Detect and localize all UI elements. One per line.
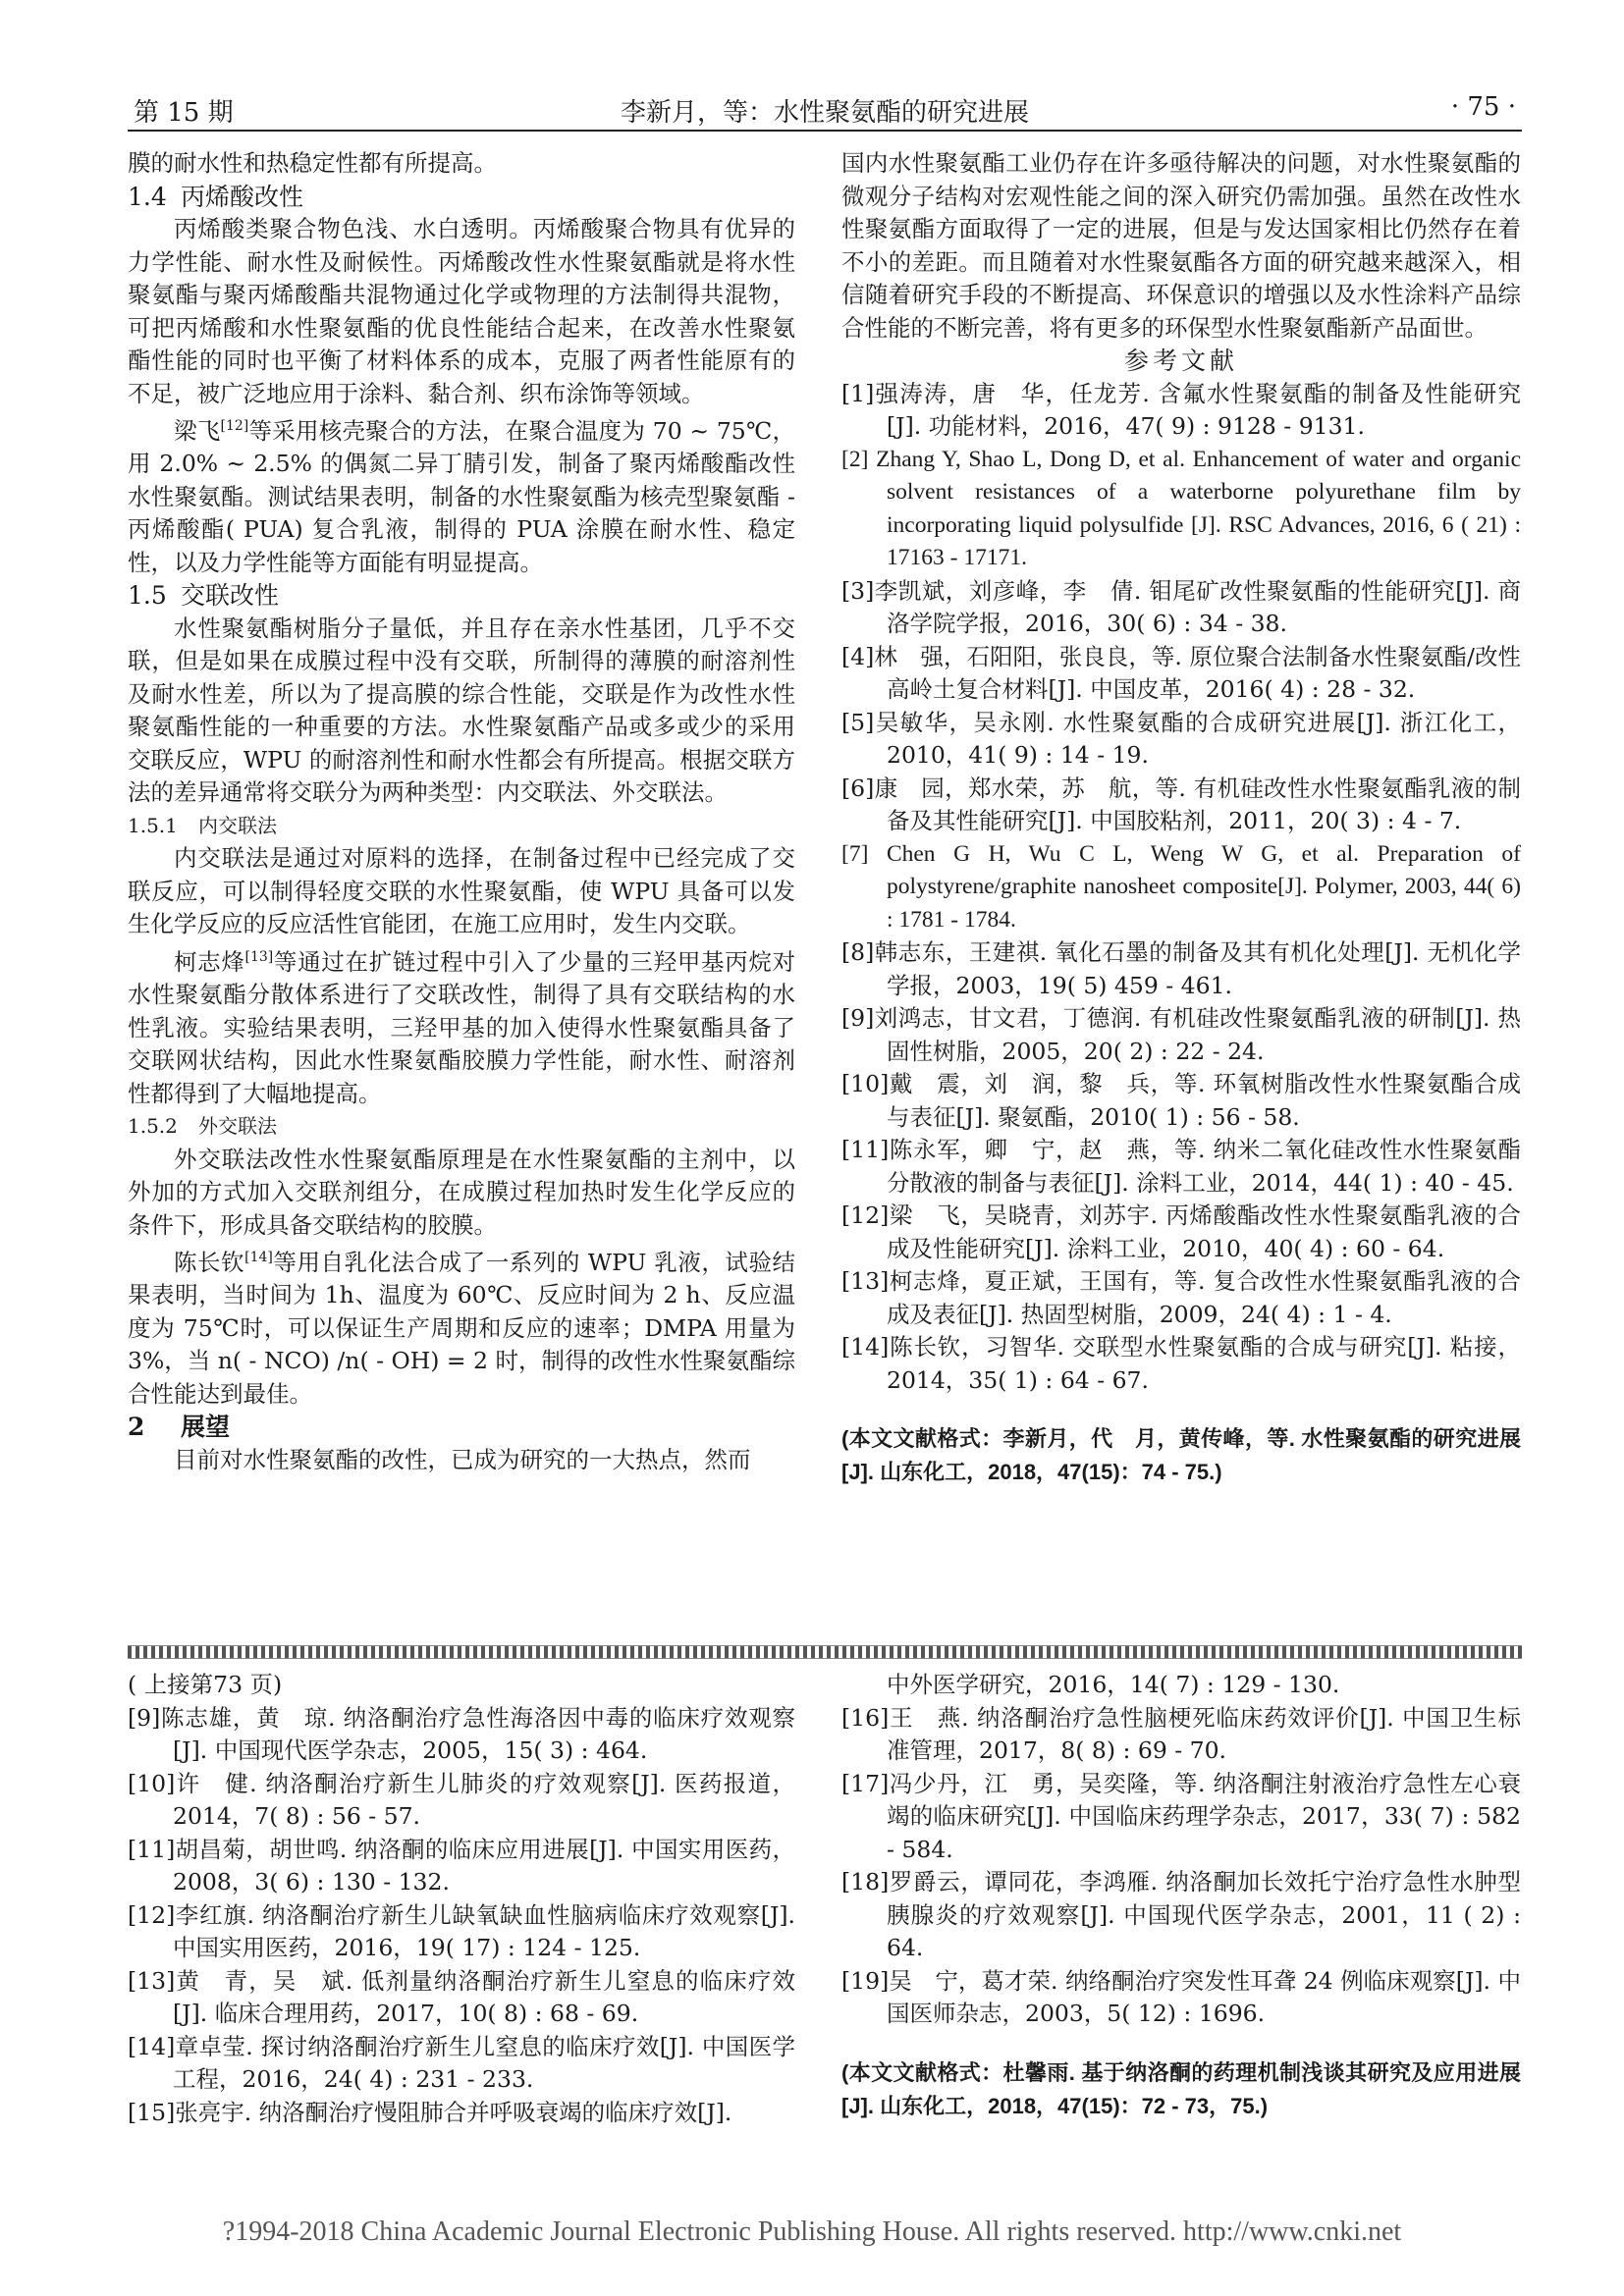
reference-list bbox=[841, 378, 1521, 1398]
reference-continuation: 中外医学研究，2016，14( 7) : 129 - 130. bbox=[887, 1671, 1340, 1698]
reference-item: [17]冯少丹，江 勇，吴奕隆，等. 纳洛酮注射液治疗急性左心衰竭的临床研究[J]. 中国临床药理学杂志，2017，33( 7) : 582 - 584. bbox=[841, 1769, 1521, 1863]
reference-item: [12]梁 飞，吴晓青，刘苏宇. 丙烯酸酯改性水性聚氨酯乳液的合成及性能研究[J]. 涂料工业，2010，40( 4) : 60 - 64. bbox=[841, 1201, 1521, 1262]
paragraph-text: 等用自乳化法合成了一系列的 WPU 乳液，试验结果表明，当时间为 1h、温度为 60℃、反应时间为 2 h、反应温度为 75℃时，可以保证生产周期和反应的速率；DMPA 用量为 3%，当 n( - NCO) /n( - OH) = 2 时，制得的改性水性聚氨酯综合性能达到最佳。 bbox=[128, 1248, 795, 1408]
paragraph bbox=[128, 410, 795, 579]
section-number: 1.5 bbox=[128, 581, 167, 611]
page-number: · 75 · bbox=[1450, 92, 1516, 122]
section-title: 丙烯酸改性 bbox=[181, 182, 304, 211]
paragraph bbox=[128, 941, 795, 1110]
lower-right-column bbox=[841, 1669, 1521, 2123]
reference-item: [7] Chen G H, Wu C L, Weng W G, et al. Preparation of polystyrene/graphite nanosheet composite[J]. Polymer, 2003, 44( 6) : 1781 - 1784. bbox=[841, 840, 1521, 933]
paragraph: 内交联法是通过对原料的选择，在制备过程中已经完成了交联反应，可以制得轻度交联的水性聚氨酯，使 WPU 具备可以发生化学反应的反应活性官能团，在施工应用时，发生内交联。 bbox=[128, 844, 795, 938]
right-column bbox=[841, 147, 1521, 1489]
reference-item: [6]康 园，郑水荣，苏 航，等. 有机硅改性水性聚氨酯乳液的制备及其性能研究[J]. 中国胶粘剂，2011，20( 3) : 4 - 7. bbox=[841, 774, 1521, 834]
reference-item: [15]张亮宇. 纳洛酮治疗慢阻肺合并呼吸衰竭的临床疗效[J]. bbox=[128, 2098, 732, 2126]
lower-left-column bbox=[128, 1669, 795, 2129]
paragraph: 丙烯酸类聚合物色浅、水白透明。丙烯酸聚合物具有优异的力学性能、耐水性及耐候性。丙烯酸改性水性聚氨酯就是将水性聚氨酯与聚丙烯酸酯共混物通过化学或物理的方法制得共混物，可把丙烯酸和水性聚氨酯的优良性能结合起来，在改善水性聚氨酯性能的同时也平衡了材料体系的成本，克服了两者性能原有的不足，被广泛地应用于涂料、黏合剂、织布涂饰等领域。 bbox=[128, 215, 795, 407]
citation-format: (本文文献格式：杜馨雨. 基于纳洛酮的药理机制浅谈其研究及应用进展 [J]. 山东化工，2018，47(15)：72 - 73，75.) bbox=[841, 2059, 1521, 2118]
running-title: 李新月，等：水性聚氨酯的研究进展 bbox=[620, 98, 1029, 128]
left-column bbox=[128, 147, 795, 1476]
issue-number: 第 15 期 bbox=[134, 98, 234, 128]
paragraph: 膜的耐水性和热稳定性都有所提高。 bbox=[128, 149, 497, 177]
paragraph-text: 等通过在扩链过程中引入了少量的三羟甲基丙烷对水性聚氨酯分散体系进行了交联改性，制得了具有交联结构的水性乳液。实验结果表明，三羟甲基的加入使得水性聚氨酯具备了交联网状结构，因此水性聚氨酯胶膜力学性能，耐水性、耐溶剂性都得到了大幅地提高。 bbox=[128, 947, 796, 1107]
reference-item: [5]吴敏华，吴永刚. 水性聚氨酯的合成研究进展[J]. 浙江化工，2010，41( 9) : 14 - 19. bbox=[841, 708, 1521, 769]
subsection-number: 1.5.1 bbox=[128, 813, 178, 837]
reference-item: [19]吴 宁，葛才荣. 纳络酮治疗突发性耳聋 24 例临床观察[J]. 中国医师杂志，2003，5( 12) : 1696. bbox=[841, 1966, 1521, 2027]
reference-item: [4]林 强，石阳阳，张良良，等. 原位聚合法制备水性聚氨酯/改性高岭土复合材料[J]. 中国皮革，2016( 4) : 28 - 32. bbox=[841, 642, 1521, 703]
subsection-title: 内交联法 bbox=[198, 813, 277, 837]
author-name: 梁飞 bbox=[174, 416, 221, 445]
paragraph: 国内水性聚氨酯工业仍存在许多亟待解决的问题，对水性聚氨酯的微观分子结构对宏观性能之间的深入研究仍需加强。虽然在改性水性聚氨酯方面取得了一定的进展，但是与发达国家相比仍然存在着不小的差距。而且随着对水性聚氨酯各方面的研究越来越深入，相信随着研究手段的不断提高、环保意识的增强以及水性涂料产品综合性能的不断完善，将有更多的环保型水性聚氨酯新产品面世。 bbox=[841, 149, 1521, 342]
section-number: 2 bbox=[128, 1413, 145, 1442]
reference-item: [9]陈志雄，黄 琼. 纳洛酮治疗急性海洛因中毒的临床疗效观察[J]. 中国现代医学杂志，2005，15( 3) : 464. bbox=[128, 1703, 795, 1764]
section-heading bbox=[128, 1411, 795, 1444]
author-name: 陈长钦 bbox=[174, 1248, 245, 1276]
reference-item: [13]黄 青，吴 斌. 低剂量纳洛酮治疗新生儿窒息的临床疗效[J]. 临床合理用药，2017，10( 8) : 68 - 69. bbox=[128, 1966, 795, 2027]
citation-format: (本文文献格式：李新月，代 月，黄传峰，等. 水性聚氨酯的研究进展 [J]. 山东化工，2018，47(15)：74 - 75.) bbox=[841, 1426, 1521, 1484]
reference-item: [9]刘鸿志，甘文君，丁德润. 有机硅改性聚氨酯乳液的研制[J]. 热固性树脂，2005，20( 2) : 22 - 24. bbox=[841, 1004, 1521, 1065]
reference-item: [13]柯志烽，夏正斌，王国有，等. 复合改性水性聚氨酯乳液的合成及表征[J]. 热固型树脂，2009，24( 4) : 1 - 4. bbox=[841, 1267, 1521, 1328]
reference-item: [16]王 燕. 纳洛酮治疗急性脑梗死临床药效评价[J]. 中国卫生标准管理，2017，8( 8) : 69 - 70. bbox=[841, 1703, 1521, 1764]
references-title: 参考文献 bbox=[1123, 347, 1238, 375]
citation-marker: [14] bbox=[244, 1250, 273, 1266]
paragraph: 水性聚氨酯树脂分子量低，并且存在亲水性基团，几乎不交联，但是如果在成膜过程中没有交联，所制得的薄膜的耐溶剂性及耐水性差，所以为了提高膜的综合性能，交联是作为改性水性聚氨酯性能的一种重要的方法。水性聚氨酯产品或多或少的采用交联反应，WPU 的耐溶剂性和耐水性都会有所提高。根据交联方法的差异通常将交联分为两种类型：内交联法、外交联法。 bbox=[128, 614, 795, 807]
subsection-number: 1.5.2 bbox=[128, 1114, 178, 1139]
subsection-heading bbox=[128, 810, 795, 843]
reference-item: [18]罗爵云，谭同花，李鸿雁. 纳洛酮加长效托宁治疗急性水肿型胰腺炎的疗效观察[J]. 中国现代医学杂志，2001，11 ( 2) : 64. bbox=[841, 1868, 1521, 1961]
reference-item: [10]戴 震，刘 润，黎 兵，等. 环氧树脂改性水性聚氨酯合成与表征[J]. 聚氨酯，2010( 1) : 56 - 58. bbox=[841, 1070, 1521, 1131]
reference-item: [14]陈长钦，习智华. 交联型水性聚氨酯的合成与研究[J]. 粘接，2014，35( 1) : 64 - 67. bbox=[841, 1333, 1521, 1394]
section-number: 1.4 bbox=[128, 182, 167, 211]
reference-item: [11]胡昌菊，胡世鸣. 纳洛酮的临床应用进展[J]. 中国实用医药，2008，3( 6) : 130 - 132. bbox=[128, 1835, 795, 1896]
reference-item: [11]陈永军，卿 宁，赵 燕，等. 纳米二氧化硅改性水性聚氨酯分散液的制备与表征[J]. 涂料工业，2014，44( 1) : 40 - 45. bbox=[841, 1136, 1521, 1197]
copyright-footer: ?1994-2018 China Academic Journal Electronic Publishing House. All rights reserved. http://www.cnki.net bbox=[222, 2216, 1402, 2247]
reference-item: [10]许 健. 纳洛酮治疗新生儿肺炎的疗效观察[J]. 医药报道，2014，7( 8) : 56 - 57. bbox=[128, 1769, 795, 1830]
paragraph-text: 等采用核壳聚合的方法，在聚合温度为 70 ~ 75℃，用 2.0% ~ 2.5% 的偶氮二异丁腈引发，制备了聚丙烯酸酯改性水性聚氨酯。测试结果表明，制备的水性聚氨酯为核壳型聚氨酯 - 丙烯酸酯( PUA) 复合乳液，制得的 PUA 涂膜在耐水性、稳定性，以及力学性能等方面能有明显提高。 bbox=[128, 416, 795, 576]
reference-item: [8]韩志东，王建祺. 氧化石墨的制备及其有机化处理[J]. 无机化学学报，2003，19( 5) 459 - 461. bbox=[841, 938, 1521, 999]
subsection-heading bbox=[128, 1110, 795, 1144]
paragraph bbox=[128, 1242, 795, 1411]
paragraph: 外交联法改性水性聚氨酯原理是在水性聚氨酯的主剂中，以外加的方式加入交联剂组分，在成膜过程加热时发生化学反应的条件下，形成具备交联结构的胶膜。 bbox=[128, 1145, 795, 1239]
subsection-title: 外交联法 bbox=[198, 1114, 277, 1139]
citation-marker: [13] bbox=[244, 948, 274, 965]
section-heading bbox=[128, 181, 795, 214]
running-header bbox=[128, 90, 1522, 132]
section-title: 交联改性 bbox=[181, 581, 280, 611]
citation-marker: [12] bbox=[220, 418, 249, 434]
reference-item: [14]章卓莹. 探讨纳洛酮治疗新生儿窒息的临床疗效[J]. 中国医学工程，2016，24( 4) : 231 - 233. bbox=[128, 2032, 795, 2093]
section-title: 展望 bbox=[181, 1413, 231, 1442]
reference-item: [2] Zhang Y, Shao L, Dong D, et al. Enhancement of water and organic solvent resistances of a waterborne polyurethane film by incorporating liquid polysulfide [J]. RSC Advances, 2016, 6 ( 21) : 17163 - 17171. bbox=[841, 446, 1521, 570]
reference-item: [12]李红旗. 纳洛酮治疗新生儿缺氧缺血性脑病临床疗效观察[J]. 中国实用医药，2016，19( 17) : 124 - 125. bbox=[128, 1900, 795, 1961]
paragraph: 目前对水性聚氨酯的改性，已成为研究的一大热点，然而 bbox=[174, 1445, 751, 1473]
article-divider bbox=[128, 1645, 1522, 1659]
reference-item: [3]李凯斌，刘彦峰，李 倩. 钼尾矿改性聚氨酯的性能研究[J]. 商洛学院学报，2016，30( 6) : 34 - 38. bbox=[841, 576, 1521, 637]
section-heading bbox=[128, 579, 795, 613]
reference-item: [1]强涛涛，唐 华，任龙芳. 含氟水性聚氨酯的制备及性能研究[J]. 功能材料，2016，47( 9) : 9128 - 9131. bbox=[841, 379, 1521, 440]
author-name: 柯志烽 bbox=[174, 947, 245, 976]
continuation-note: ( 上接第73 页) bbox=[128, 1671, 283, 1698]
